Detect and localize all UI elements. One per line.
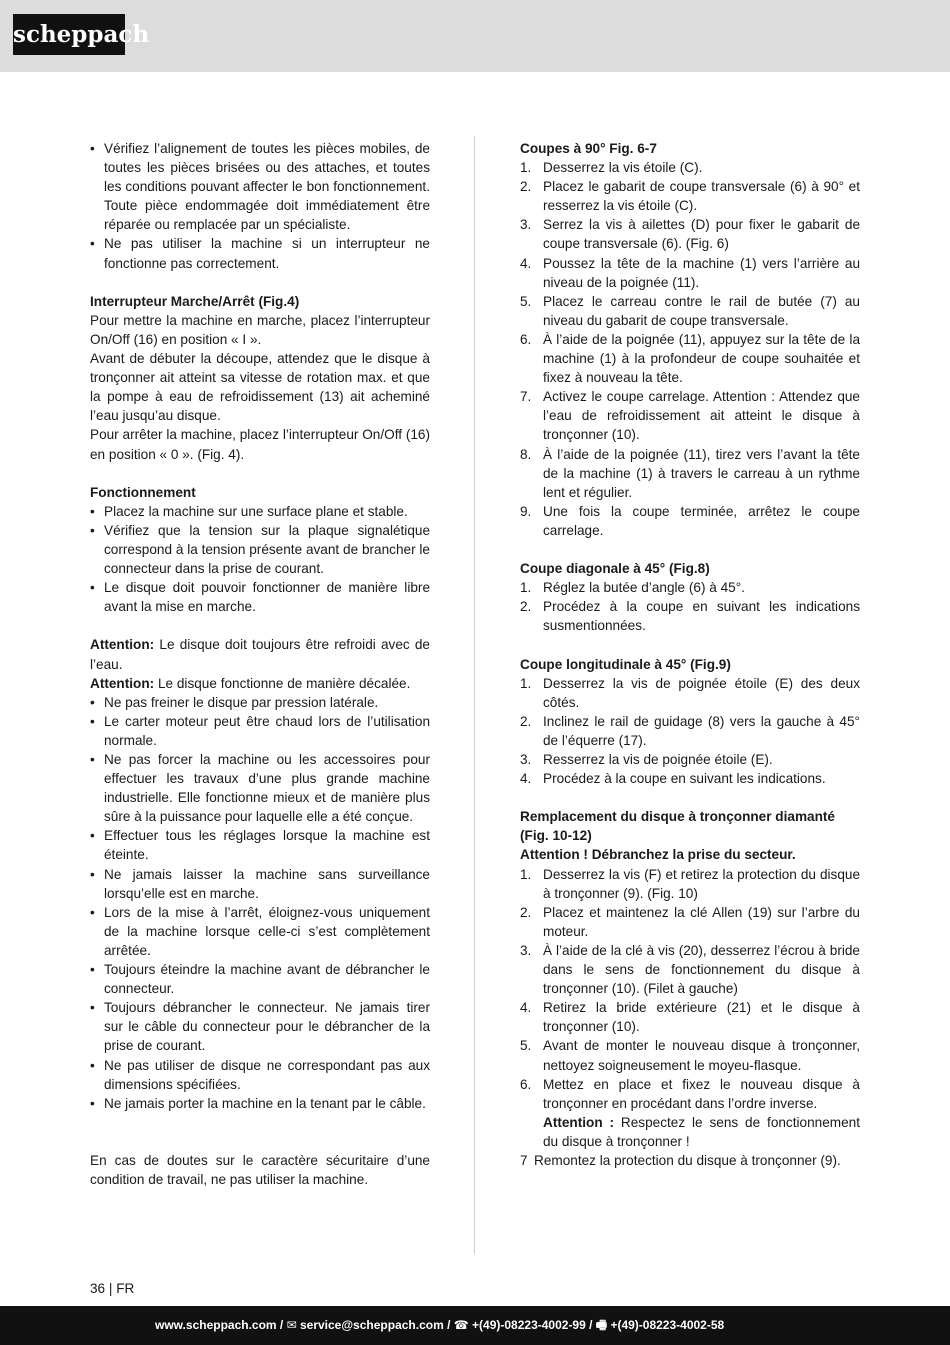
step-text: Procédez à la coupe en suivant les indications susmentionnées. — [543, 599, 860, 634]
list-item: • Ne pas freiner le disque par pression latérale. — [90, 693, 430, 712]
step-text: Placez le gabarit de coupe transversale (6) à 90° et resserrez la vis étoile (C). — [543, 179, 860, 214]
section-title-diagonal: Coupe diagonale à 45° (Fig.8) — [520, 561, 710, 577]
step-number: 1. — [520, 580, 532, 596]
step-text: Desserrez la vis étoile (C). — [543, 160, 703, 176]
list-item — [520, 215, 860, 253]
list-item — [520, 597, 860, 635]
step-text: À l’aide de la poignée (11), tirez vers l’avant la tête de la machine (1) à travers le carreau à un rythme lent et régulier. — [543, 446, 860, 500]
list-item — [520, 941, 860, 998]
list-item: • Ne pas utiliser de disque ne correspondant pas aux dimensions spécifiées. — [90, 1056, 430, 1094]
left-column — [90, 139, 430, 1189]
attention-label: Attention : — [543, 1114, 615, 1130]
paragraph: Pour mettre la machine en marche, placez l’interrupteur On/Off (16) en position « I ». — [90, 312, 430, 347]
step-text: Réglez la butée d’angle (6) à 45°. — [543, 580, 745, 596]
list-item — [520, 1075, 860, 1113]
step-number: 3. — [520, 217, 532, 233]
list-item — [520, 254, 860, 292]
closing-paragraph: En cas de doutes sur le caractère sécuritaire d’une condition de travail, ne pas utiliser la machine. — [90, 1152, 430, 1188]
step-text: Mettez en place et fixez le nouveau disque à tronçonner en procédant dans l’ordre inverse. — [543, 1076, 860, 1111]
list-item — [520, 769, 860, 788]
attention-note — [90, 635, 430, 673]
list-item: • Ne pas forcer la machine ou les accessoires pour effectuer les travaux d’une plus grande machine industrielle. Elle fonctionne mieux et de manière plus sûre à la puissance pour laquelle elle a été conçue. — [90, 750, 430, 826]
step-number: 2. — [520, 904, 532, 920]
list-item — [520, 158, 860, 177]
paragraph: Avant de débuter la découpe, attendez que le disque à tronçonner ait atteint sa vitesse de rotation max. et que la pompe à eau de refroidissement (13) ait acheminé l’eau jusqu’au disque. — [90, 351, 430, 424]
list-item — [520, 1036, 860, 1074]
list-item: • Le disque doit pouvoir fonctionner de manière libre avant la mise en marche. — [90, 578, 430, 616]
step-text: Poussez la tête de la machine (1) vers l’arrière au niveau de la poignée (11). — [543, 255, 860, 290]
list-item: • Effectuer tous les réglages lorsque la machine est éteinte. — [90, 826, 430, 864]
step-number: 7 — [520, 1152, 528, 1168]
step-number: 2. — [520, 713, 532, 729]
step-text: Serrez la vis à ailettes (D) pour fixer le gabarit de coupe transversale (6). (Fig. 6) — [543, 217, 860, 252]
step-number: 9. — [520, 503, 532, 519]
attention-label: Attention: — [90, 637, 155, 653]
footer-contact: www.scheppach.com / ✉ service@scheppach.com / ☎ +(49)-08223-4002-99 / 🖷 +(49)-08223-4002-58 — [155, 1318, 725, 1332]
step-number: 1. — [520, 675, 532, 691]
attention-text: Le disque fonctionne de manière décalée. — [154, 675, 411, 691]
page-header — [0, 0, 950, 72]
list-item — [520, 330, 860, 387]
section-title-replacement: Remplacement du disque à tronçonner diamanté (Fig. 10-12) — [520, 809, 835, 844]
step-text: Placez le carreau contre le rail de butée (7) au niveau du gabarit de coupe transversale. — [543, 293, 860, 328]
step-number: 1. — [520, 160, 532, 176]
step-text: Avant de monter le nouveau disque à tronçonner, nettoyez soigneusement le moyeu-flasque. — [543, 1038, 860, 1073]
step-number: 4. — [520, 255, 532, 271]
step-number: 8. — [520, 446, 532, 462]
list-item: • Lors de la mise à l’arrêt, éloignez-vous uniquement de la machine lorsque celle-ci s’est complètement arrêtée. — [90, 903, 430, 960]
step-number: 2. — [520, 179, 532, 195]
step-text: Activez le coupe carrelage. Attention : Attendez que l’eau de refroidissement ait atteint le disque à tronçonner (10). — [543, 389, 860, 443]
list-item: • Toujours éteindre la machine avant de débrancher le connecteur. — [90, 960, 430, 998]
list-item — [520, 445, 860, 502]
list-item: • Ne pas utiliser la machine si un interrupteur ne fonctionne pas correctement. — [90, 234, 430, 272]
list-item — [520, 750, 860, 769]
attention-text: Respectez le sens de fonctionnement du disque à tronçonner ! — [543, 1114, 860, 1149]
column-divider — [474, 136, 475, 1254]
list-item: • Toujours débrancher le connecteur. Ne jamais tirer sur le câble du connecteur pour le débrancher de la prise de courant. — [90, 998, 430, 1055]
section-title-longitudinal: Coupe longitudinale à 45° (Fig.9) — [520, 656, 731, 672]
step-number: 3. — [520, 942, 532, 958]
list-item — [520, 578, 860, 597]
step-text: Procédez à la coupe en suivant les indications. — [543, 771, 826, 787]
list-item: • Le carter moteur peut être chaud lors de l’utilisation normale. — [90, 712, 430, 750]
paragraph: Pour arrêter la machine, placez l’interrupteur On/Off (16) en position « 0 ». (Fig. 4). — [90, 427, 430, 462]
list-item: • Vérifiez que la tension sur la plaque signalétique correspond à la tension présente avant de brancher le connecteur dans la prise de courant. — [90, 521, 430, 578]
step-number: 5. — [520, 1038, 532, 1054]
scheppach-logo: scheppach — [13, 14, 125, 55]
step-text: Placez et maintenez la clé Allen (19) sur l’arbre du moteur. — [543, 904, 860, 939]
attention-note — [520, 1113, 860, 1151]
step-text: Retirez la bride extérieure (21) et le disque à tronçonner (10). — [543, 1000, 860, 1035]
list-item — [520, 903, 860, 941]
step-text: Desserrez la vis de poignée étoile (E) des deux côtés. — [543, 675, 860, 710]
step-text: Inclinez le rail de guidage (8) vers la gauche à 45° de l’équerre (17). — [543, 713, 860, 748]
list-item — [520, 865, 860, 903]
step-number: 6. — [520, 331, 532, 347]
section-title-cut90: Coupes à 90° Fig. 6-7 — [520, 141, 657, 156]
list-item — [520, 674, 860, 712]
step-text: Une fois la coupe terminée, arrêtez le coupe carrelage. — [543, 503, 860, 538]
attention-text: Le disque doit toujours être refroidi avec de l’eau. — [90, 637, 430, 672]
step-number: 7. — [520, 389, 532, 405]
list-item — [520, 292, 860, 330]
list-item — [520, 502, 860, 540]
step-number: 4. — [520, 771, 532, 787]
list-item — [520, 177, 860, 215]
page-number: 36 | FR — [90, 1281, 135, 1296]
step-number: 6. — [520, 1076, 532, 1092]
attention-label: Attention: — [90, 675, 155, 691]
right-column — [520, 139, 860, 1170]
step-text: À l’aide de la poignée (11), appuyez sur la tête de la machine (1) à la profondeur de coupe souhaitée et fixez à nouveau la tête. — [543, 331, 860, 386]
step-number: 5. — [520, 293, 532, 309]
step-text: Resserrez la vis de poignée étoile (E). — [543, 752, 773, 767]
section-title-operation: Fonctionnement — [90, 484, 196, 500]
list-item — [520, 1151, 860, 1170]
list-item: • Vérifiez l’alignement de toutes les pièces mobiles, de toutes les pièces brisées ou des attaches, et toutes les conditions pouvant affecter le bon fonctionnement. Toute pièce endommagée doit immédiatement être réparée ou remplacée par un spécialiste. — [90, 139, 430, 234]
list-item: • Placez la machine sur une surface plane et stable. — [90, 502, 430, 521]
step-text: Remontez la protection du disque à tronçonner (9). — [534, 1152, 841, 1168]
step-text: À l’aide de la clé à vis (20), desserrez l’écrou à bride dans le sens de fonctionnement du disque à tronçonner (10). (Filet à gauche) — [543, 942, 860, 997]
step-number: 4. — [520, 1000, 532, 1016]
list-item: • Ne jamais porter la machine en la tenant par le câble. — [90, 1094, 430, 1113]
list-item: • Ne jamais laisser la machine sans surveillance lorsqu’elle est en marche. — [90, 865, 430, 903]
step-text: Desserrez la vis (F) et retirez la protection du disque à tronçonner (9). (Fig. 10) — [543, 866, 860, 901]
attention-note — [90, 674, 430, 693]
list-item — [520, 998, 860, 1036]
list-item — [520, 712, 860, 750]
step-number: 2. — [520, 599, 532, 615]
step-number: 3. — [520, 752, 532, 767]
section-title-switch: Interrupteur Marche/Arrêt (Fig.4) — [90, 293, 300, 309]
replacement-warning: Attention ! Débranchez la prise du secteur. — [520, 847, 796, 863]
list-item — [520, 387, 860, 444]
step-number: 1. — [520, 866, 532, 882]
